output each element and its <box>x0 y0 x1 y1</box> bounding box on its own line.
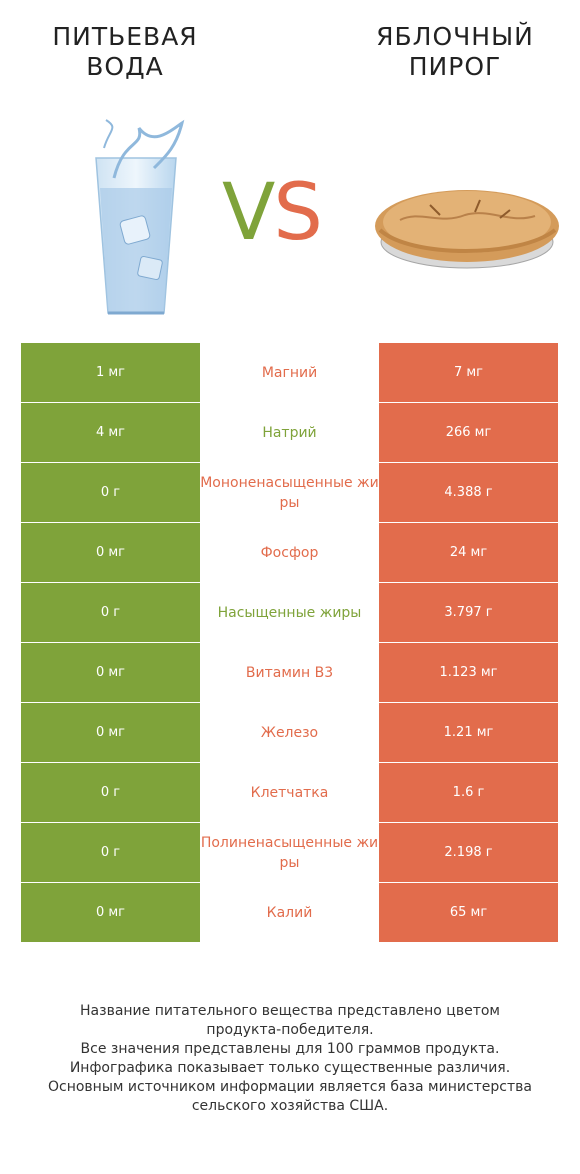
nutrient-label: Калий <box>266 904 313 921</box>
left-value-cell: 0 мг <box>21 883 200 942</box>
nutrient-label: Магний <box>261 364 318 381</box>
left-value-cell: 0 г <box>21 823 200 882</box>
right-value-cell: 24 мг <box>379 523 558 582</box>
nutrient-label: Насыщенные жиры <box>217 604 362 621</box>
nutrient-name-cell <box>200 463 379 522</box>
table-row <box>21 763 558 823</box>
apple-pie-icon <box>370 180 565 280</box>
footer-line: Название питательного вещества представлено цветом <box>80 1003 500 1019</box>
nutrient-name-cell <box>200 583 379 642</box>
table-row <box>21 463 558 523</box>
nutrient-label: Полиненасыщенные жиры <box>200 834 379 871</box>
nutrient-name-cell <box>200 763 379 822</box>
table-row <box>21 403 558 463</box>
nutrient-name-cell <box>200 643 379 702</box>
left-value-cell: 1 мг <box>21 343 200 402</box>
footer-notes <box>20 1002 560 1116</box>
table-row <box>21 703 558 763</box>
right-value-cell: 65 мг <box>379 883 558 942</box>
right-value-cell: 1.21 мг <box>379 703 558 762</box>
left-value-cell: 0 г <box>21 463 200 522</box>
nutrient-name-cell <box>200 703 379 762</box>
left-value-cell: 0 мг <box>21 643 200 702</box>
right-value-cell: 3.797 г <box>379 583 558 642</box>
right-value-cell: 1.123 мг <box>379 643 558 702</box>
left-value-cell: 4 мг <box>21 403 200 462</box>
right-value-cell: 2.198 г <box>379 823 558 882</box>
nutrient-name-cell <box>200 523 379 582</box>
nutrient-label: Фосфор <box>260 544 319 561</box>
left-value-cell: 0 г <box>21 583 200 642</box>
vs-label <box>222 168 321 258</box>
table-row <box>21 583 558 643</box>
footer-line: Все значения представлены для 100 граммов продукта. <box>80 1041 500 1057</box>
nutrient-label: Клетчатка <box>250 784 329 801</box>
left-value-cell: 0 мг <box>21 523 200 582</box>
table-row <box>21 523 558 583</box>
footer-line: сельского хозяйства США. <box>191 1098 389 1114</box>
right-value-cell: 7 мг <box>379 343 558 402</box>
comparison-table <box>21 343 558 943</box>
nutrient-name-cell <box>200 823 379 882</box>
vs-v: V <box>222 168 274 258</box>
water-glass-icon <box>84 118 194 318</box>
left-value-cell: 0 мг <box>21 703 200 762</box>
table-row <box>21 343 558 403</box>
right-value-cell: 4.388 г <box>379 463 558 522</box>
table-row <box>21 643 558 703</box>
nutrient-label: Железо <box>260 724 319 741</box>
nutrient-name-cell <box>200 883 379 942</box>
table-row <box>21 823 558 883</box>
nutrient-name-cell <box>200 343 379 402</box>
table-row <box>21 883 558 943</box>
footer-line: Основным источником информации является база министерства <box>48 1079 532 1095</box>
left-value-cell: 0 г <box>21 763 200 822</box>
nutrient-name-cell <box>200 403 379 462</box>
right-value-cell: 266 мг <box>379 403 558 462</box>
nutrient-label: Натрий <box>262 424 317 441</box>
right-value-cell: 1.6 г <box>379 763 558 822</box>
footer-line: Инфографика показывает только существенные различия. <box>69 1060 511 1076</box>
right-product-title: ЯБЛОЧНЫЙ ПИРОГ <box>376 22 534 81</box>
footer-line: продукта-победителя. <box>206 1022 374 1038</box>
left-product-title: ПИТЬЕВАЯ ВОДА <box>52 22 198 81</box>
vs-s: S <box>273 168 321 258</box>
nutrient-label: Витамин B3 <box>245 664 334 681</box>
nutrient-label: Мононенасыщенные жиры <box>200 474 379 511</box>
